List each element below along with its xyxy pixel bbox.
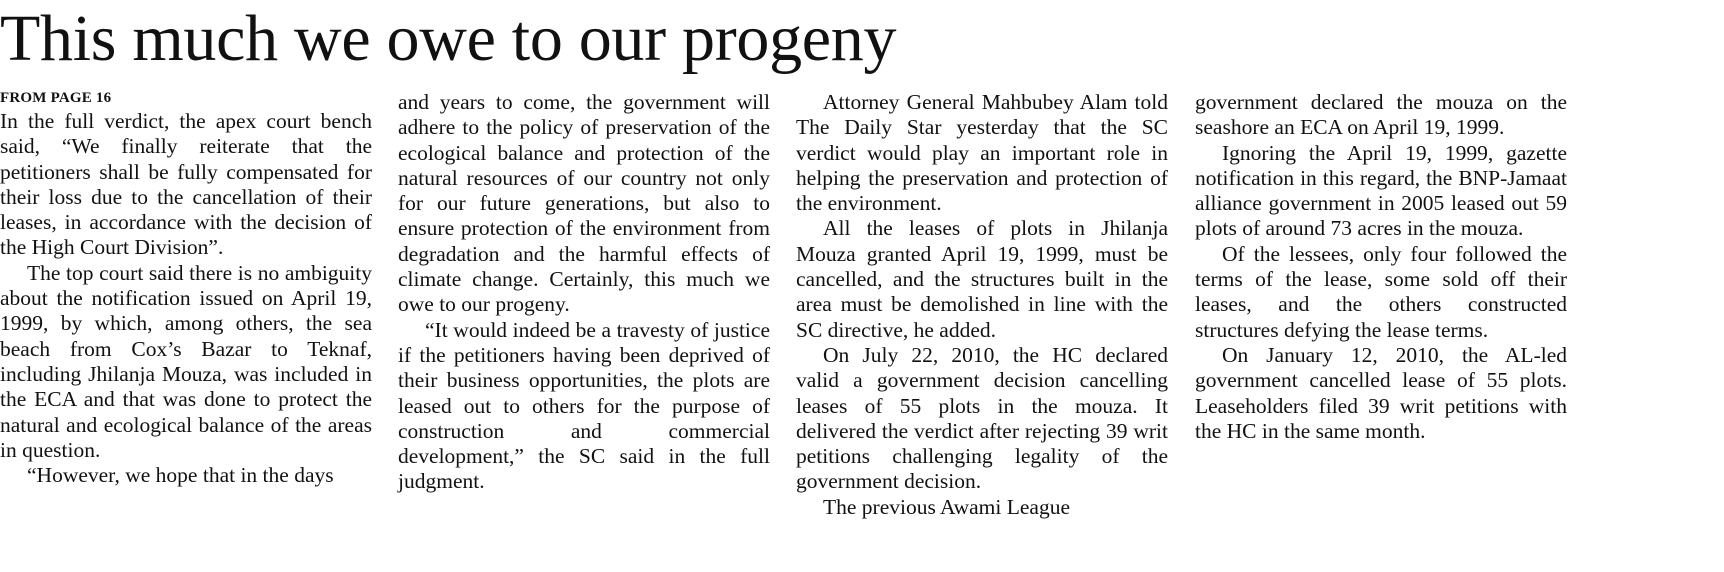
byline-continuation: FROM PAGE 16 [0,90,112,106]
paragraph: and years to come, the government will adhere to the policy of preservation of the ecological balance and protection of the natural resources of our country not only for our future generations, but also to ensure protection of the environment from degradation and the harmful effects of climate change. Certainly, this much we owe to our progeny. [398,90,770,317]
headline: This much we owe to our progeny [0,2,897,75]
paragraph: The top court said there is no ambiguity about the notification issued on April 19, 1999, by which, among others, the sea beach from Cox’s Bazar to Teknaf, including Jhilanja Mouza, was included in the ECA and that was done to protect the natural and ecological balance of the areas in question. [0,260,372,462]
paragraph: The previous Awami League [823,494,1070,519]
paragraph: All the leases of plots in Jhilanja Mouza granted April 19, 1999, must be cancelled, and the structures built in the area must be demolished in line with the SC directive, he added. [796,216,1168,342]
article-column-2 [398,90,770,495]
article-column-4 [1195,90,1567,444]
paragraph: government declared the mouza on the seashore an ECA on April 19, 1999. [1195,90,1567,140]
paragraph: On January 12, 2010, the AL-led government cancelled lease of 55 plots. Leaseholders filed 39 writ petitions with the HC in the same month. [1195,342,1567,443]
paragraph: On July 22, 2010, the HC declared valid a government decision cancelling leases of 55 plots in the mouza. It delivered the verdict after rejecting 39 writ petitions challenging legality of the government decision. [796,342,1168,494]
article-column-1 [0,90,372,488]
paragraph: “It would indeed be a travesty of justice if the petitioners having been deprived of their business opportunities, the plots are leased out to others for the purpose of construction and commercial development,” the SC said in the full judgment. [398,317,770,494]
article-column-3 [796,90,1168,520]
paragraph: In the full verdict, the apex court bench said, “We finally reiterate that the petitioners shall be fully compensated for their loss due to the cancellation of their leases, in accordance with the decision of the High Court Division”. [0,109,372,260]
paragraph: “However, we hope that in the days [27,463,334,488]
paragraph: Ignoring the April 19, 1999, gazette notification in this regard, the BNP-Jamaat alliance government in 2005 leased out 59 plots of around 73 acres in the mouza. [1195,140,1567,241]
paragraph: Attorney General Mahbubey Alam told The Daily Star yesterday that the SC verdict would play an important role in helping the preservation and protection of the environment. [796,90,1168,216]
paragraph: Of the lessees, only four followed the terms of the lease, some sold off their leases, and the others constructed structures defying the lease terms. [1195,241,1567,342]
